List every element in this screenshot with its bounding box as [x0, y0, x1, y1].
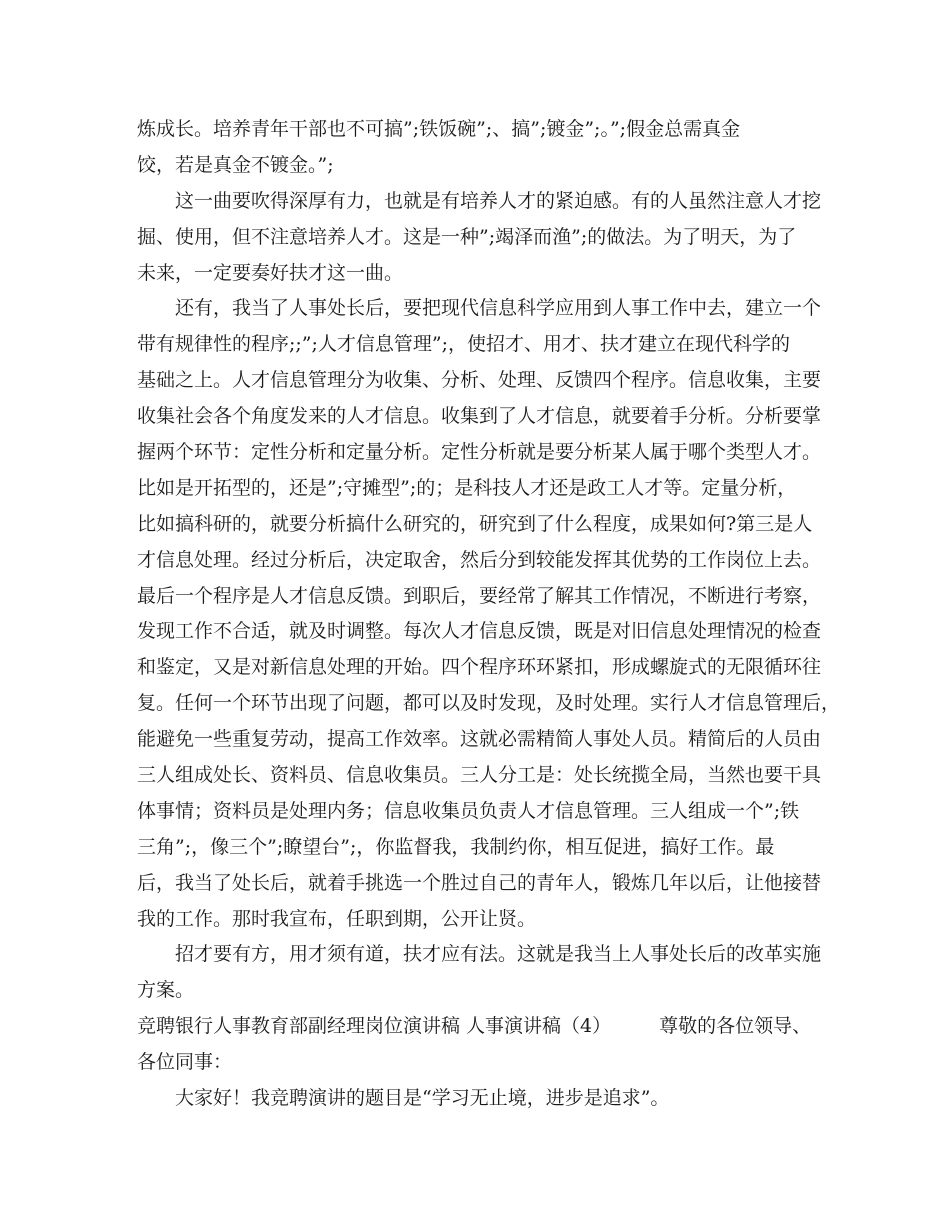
paragraph-lines [137, 112, 841, 1009]
text-line: 体事情；资料员是处理内务；信息收集员负责人才信息管理。三人组成一个”;铁 [137, 799, 800, 822]
text-line: 未来，一定要奏好扶才这一曲。 [137, 261, 404, 284]
text-line: 后，我当了处长后，就着手挑选一个胜过自己的青年人，锻炼几年以后，让他接替 [137, 871, 822, 894]
closing-lines [137, 1045, 837, 1117]
text-line: 比如搞科研的，就要分析搞什么研究的，研究到了什么程度，成果如何?第三是人 [137, 512, 813, 535]
text-line: 大家好！我竞聘演讲的题目是“学习无止境，进步是追求”。 [175, 1087, 670, 1110]
text-line: 才信息处理。经过分析后，决定取舍，然后分到较能发挥其优势的工作岗位上去。 [137, 548, 822, 571]
text-line: 带有规律性的程序;;”;人才信息管理”;，使招才、用才、扶才建立在现代科学的 [137, 333, 791, 356]
greeting-text: 尊敬的各位领导、 [659, 1015, 812, 1038]
text-line: 还有，我当了人事处长后，要把现代信息科学应用到人事工作中去，建立一个 [175, 297, 822, 320]
text-line: 收集社会各个角度发来的人才信息。收集到了人才信息，就要着手分析。分析要掌 [137, 405, 822, 428]
text-line: 我的工作。那时我宣布，任职到期，公开让贤。 [137, 907, 537, 930]
text-line: 发现工作不合适，就及时调整。每次人才信息反馈，既是对旧信息处理情况的检查 [137, 620, 822, 643]
speech-title: 竞聘银行人事教育部副经理岗位演讲稿 人事演讲稿（4） [137, 1015, 612, 1038]
text-line: 掘、使用，但不注意培养人才。这是一种”;竭泽而渔”;的做法。为了明天，为了 [137, 225, 797, 248]
text-line: 各位同事： [137, 1051, 233, 1074]
text-line: 能避免一些重复劳动，提高工作效率。这就必需精简人事处人员。精简后的人员由 [137, 728, 822, 751]
text-line: 和鉴定，又是对新信息处理的开始。四个程序环环紧扣，形成螺旋式的无限循环往 [137, 656, 822, 679]
text-line: 最后一个程序是人才信息反馈。到职后，要经常了解其工作情况，不断进行考察， [137, 584, 822, 607]
text-line: 饺，若是真金不镀金。”; [137, 153, 334, 176]
heading-line [137, 1009, 837, 1045]
text-line: 基础之上。人才信息管理分为收集、分析、处理、反馈四个程序。信息收集，主要 [137, 369, 822, 392]
text-line: 方案。 [137, 979, 195, 1002]
text-line: 炼成长。培养青年干部也不可搞”;铁饭碗”;、搞”;镀金”;。”;假金总需真金 [137, 118, 741, 140]
text-line: 比如是开拓型的，还是”;守摊型”;的；是科技人才还是政工人才等。定量分析， [137, 476, 797, 499]
text-line: 招才要有方，用才须有道，扶才应有法。这就是我当上人事处长后的改革实施 [175, 943, 822, 966]
text-line: 三角”;，像三个”;瞭望台”;，你监督我，我制约你，相互促进，搞好工作。最 [137, 835, 775, 858]
text-line: 握两个环节：定性分析和定量分析。定性分析就是要分析某人属于哪个类型人才。 [137, 441, 822, 464]
document-body [137, 112, 841, 1117]
text-line: 复。任何一个环节出现了问题，都可以及时发现，及时处理。实行人才信息管理后， [137, 692, 841, 715]
text-line: 三人组成处长、资料员、信息收集员。三人分工是：处长统揽全局，当然也要干具 [137, 764, 822, 787]
text-line: 这一曲要吹得深厚有力，也就是有培养人才的紧迫感。有的人虽然注意人才挖 [175, 189, 822, 212]
